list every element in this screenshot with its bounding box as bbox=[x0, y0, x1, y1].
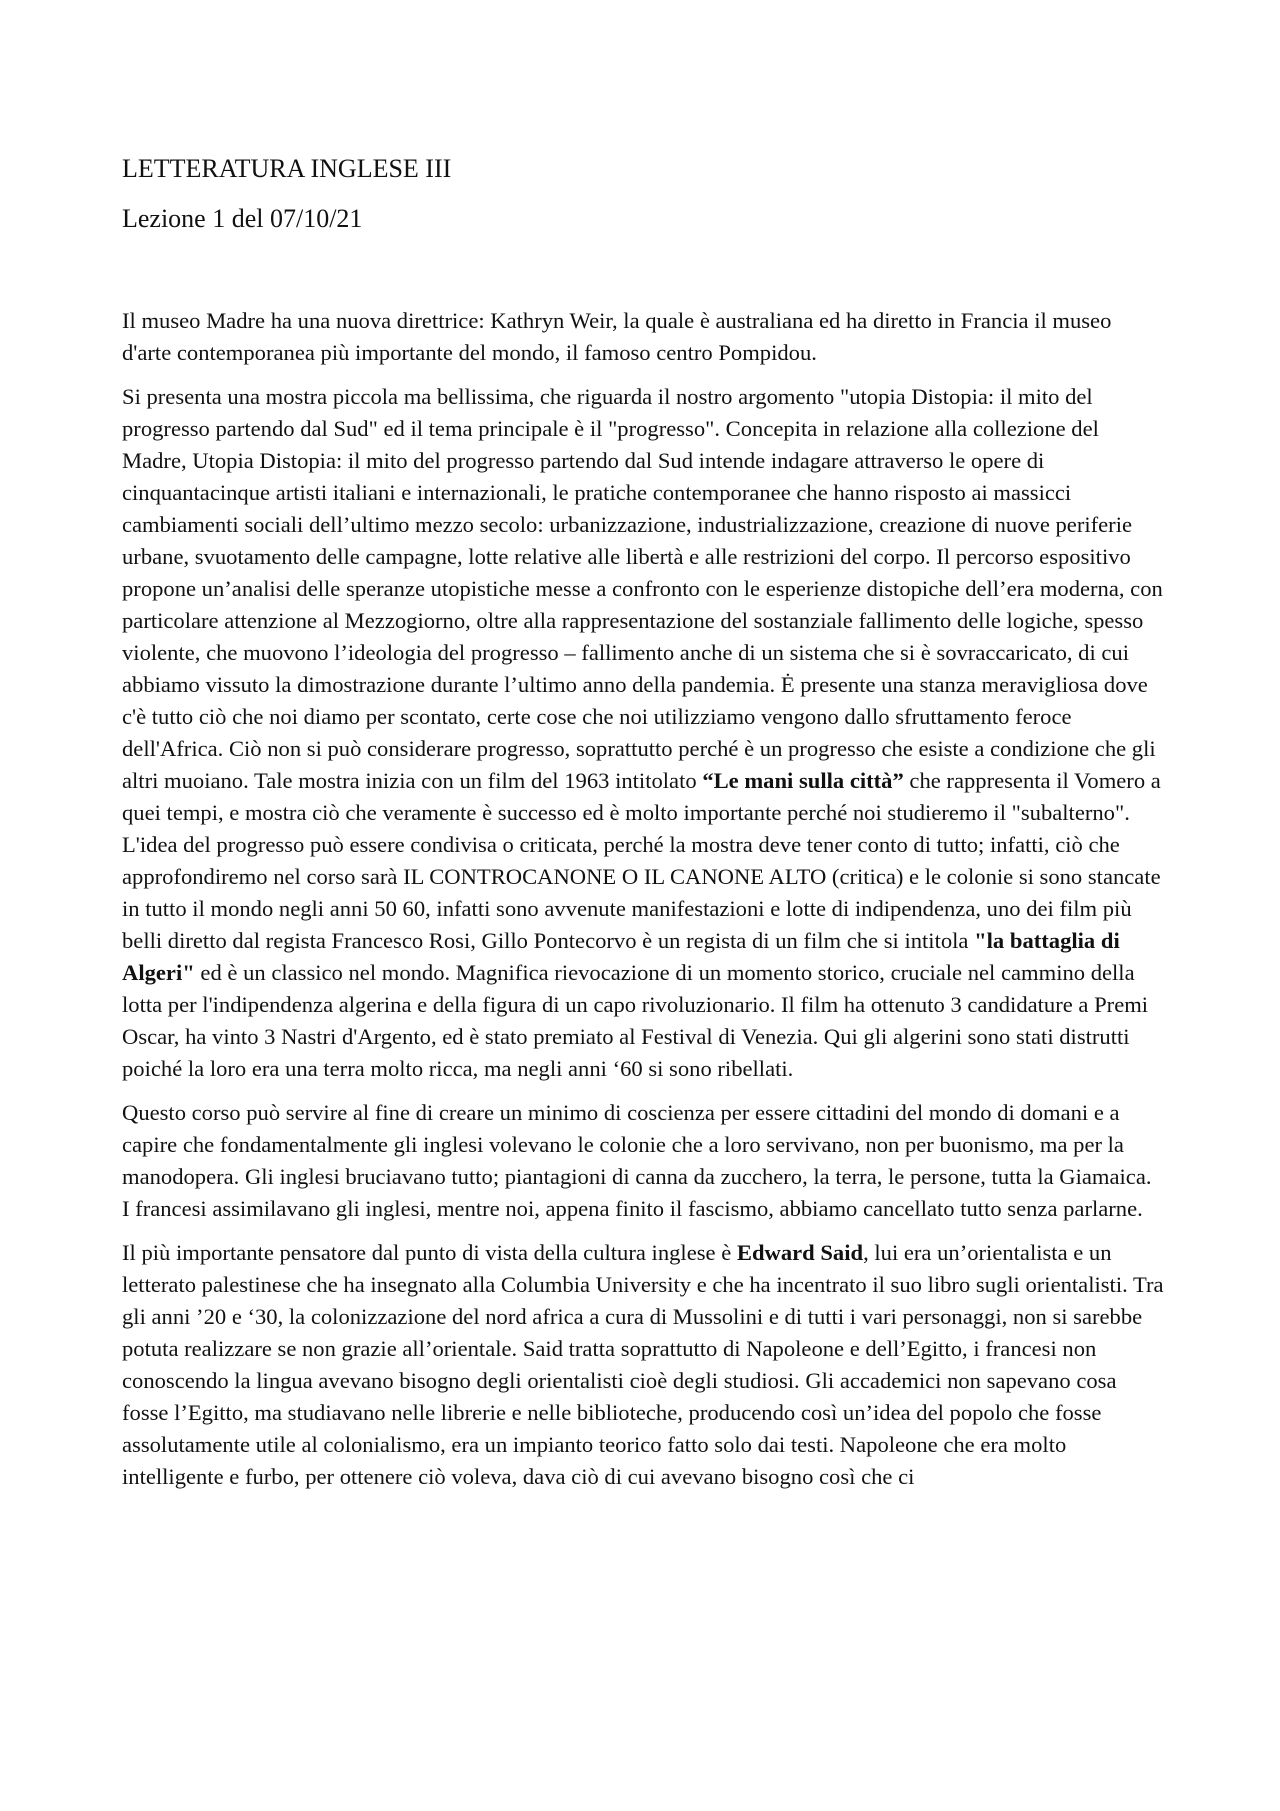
paragraph-4-text-a: Il più importante pensatore dal punto di vista della cultura inglese è bbox=[122, 1240, 737, 1265]
paragraph-2-text-a: Si presenta una mostra piccola ma bellissima, che riguarda il nostro argomento "utopia Distopia: il mito del progresso partendo dal Sud" ed il tema principale è il "progresso". Concepita in relazione alla collezione del Madre, Utopia Distopia: il mito del progresso partendo dal Sud intende indagare attraverso le opere di cinquantacinque artisti italiani e internazionali, le pratiche contemporanee che hanno risposto ai massicci cambiamenti sociali dell’ultimo mezzo secolo: urbanizzazione, industrializzazione, creazione di nuove periferie urbane, svuotamento delle campagne, lotte relative alle libertà e alle restrizioni del corpo. Il percorso espositivo propone un’analisi delle speranze utopistiche messe a confronto con le esperienze distopiche dell’era moderna, con particolare attenzione al Mezzogiorno, oltre alla rappresentazione del sostanziale fallimento delle logiche, spesso violente, che muovono l’ideologia del progresso – fallimento anche di un sistema che si è sovraccaricato, di cui abbiamo vissuto la dimostrazione durante l’ultimo anno della pandemia. Ė presente una stanza meravigliosa dove c'è tutto ciò che noi diamo per scontato, certe cose che noi utilizziamo vengono dallo sfruttamento feroce dell'Africa. Ciò non si può considerare progresso, soprattutto perché è un progresso che esiste a condizione che gli altri muoiano. Tale mostra inizia con un film del 1963 intitolato bbox=[122, 384, 1163, 793]
name-edward-said: Edward Said bbox=[736, 1240, 864, 1265]
document-title: LETTERATURA INGLESE III bbox=[122, 154, 452, 183]
paragraph-4-text-b: , lui era un’orientalista e un letterato palestinese che ha insegnato alla Columbia University e che ha incentrato il suo libro sugli orientalisti. Tra gli anni ’20 e ‘30, la colonizzazione del nord africa a cura di Mussolini e di tutti i vari personaggi, non si sarebbe potuta realizzare se non grazie all’orientale. Said tratta soprattutto di Napoleone e dell’Egitto, i francesi non conoscendo la lingua avevano bisogno degli orientalisti cioè degli studiosi. Gli accademici non sapevano cosa fosse l’Egitto, ma studiavano nelle librerie e nelle biblioteche, producendo così un’idea del popolo che fosse assolutamente utile al colonialismo, era un impianto teorico fatto solo dai testi. Napoleone che era molto intelligente e furbo, per ottenere ciò voleva, dava ciò di cui avevano bisogno così che ci bbox=[122, 1240, 1164, 1489]
paragraph-1: Il museo Madre ha una nuova direttrice: Kathryn Weir, la quale è australiana ed ha diretto in Francia il museo d'arte contemporanea più importante del mondo, il famoso centro Pompidou. bbox=[122, 308, 1112, 365]
film-title-la-battaglia-di-algeri: "la battaglia di Algeri" bbox=[122, 928, 1120, 985]
document-body bbox=[122, 305, 1164, 1493]
film-title-le-mani-sulla-citta: “Le mani sulla città” bbox=[702, 768, 904, 793]
paragraph-2 bbox=[122, 381, 1164, 1085]
paragraph-2-text-c: ed è un classico nel mondo. Magnifica rievocazione di un momento storico, cruciale nel cammino della lotta per l'indipendenza algerina e della figura di un capo rivoluzionario. Il film ha ottenuto 3 candidature a Premi Oscar, ha vinto 3 Nastri d'Argento, ed è stato premiato al Festival di Venezia. Qui gli algerini sono stati distrutti poiché la loro era una terra molto ricca, ma negli anni ‘60 si sono ribellati. bbox=[122, 960, 1149, 1081]
lesson-subtitle: Lezione 1 del 07/10/21 bbox=[122, 204, 363, 233]
paragraph-2-text-b: che rappresenta il Vomero a quei tempi, e mostra ciò che veramente è successo ed è molto importante perché noi studieremo il "subalterno". L'idea del progresso può essere condivisa o criticata, perché la mostra deve tener conto di tutto; infatti, ciò che approfondiremo nel corso sarà IL CONTROCANONE O IL CANONE ALTO (critica) e le colonie si sono stancate in tutto il mondo negli anni 50 60, infatti sono avvenute manifestazioni e lotte di indipendenza, uno dei film più belli diretto dal regista Francesco Rosi, Gillo Pontecorvo è un regista di un film che si intitola bbox=[122, 768, 1161, 953]
paragraph-4 bbox=[122, 1237, 1164, 1493]
paragraph-3: Questo corso può servire al fine di creare un minimo di coscienza per essere cittadini del mondo di domani e a capire che fondamentalmente gli inglesi volevano le colonie che a loro servivano, non per buonismo, ma per la manodopera. Gli inglesi bruciavano tutto; piantagioni di canna da zucchero, la terra, le persone, tutta la Giamaica. I francesi assimilavano gli inglesi, mentre noi, appena finito il fascismo, abbiamo cancellato tutto senza parlarne. bbox=[122, 1100, 1152, 1221]
